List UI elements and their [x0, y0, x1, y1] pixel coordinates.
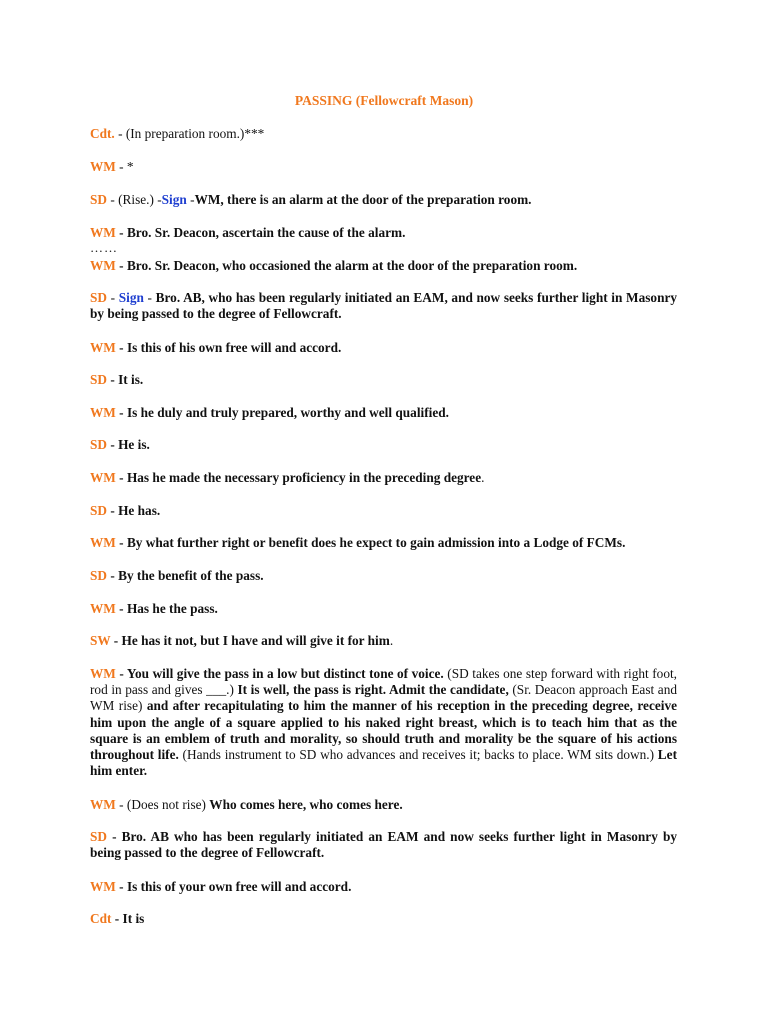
stage-direction: - (Rise.) - — [107, 192, 162, 207]
stage-direction: - * — [115, 159, 134, 174]
speaker-label: WM — [90, 159, 116, 174]
speaker-label: SD — [90, 503, 107, 518]
dash: - — [115, 601, 127, 616]
speaker-label: WM — [90, 601, 116, 616]
dialogue-text: By the benefit of the pass. — [118, 568, 264, 583]
speaker-label: WM — [90, 797, 116, 812]
period: . — [481, 470, 485, 485]
speaker-label: WM — [90, 470, 116, 485]
dash: - — [115, 225, 127, 240]
line-sw-give-for-him — [90, 633, 677, 649]
speaker-label: WM — [90, 666, 116, 681]
speaker-label: Cdt. — [90, 126, 115, 141]
dash: - — [115, 258, 127, 273]
stage-direction: - (In preparation room.)*** — [114, 126, 265, 141]
dash: - — [186, 192, 195, 207]
dash: - — [115, 405, 127, 420]
dialogue-text: Bro. AB, who has been regularly initiated an EAM, and now seeks further light in Masonry by being passed to the degree of Fellowcraft. — [90, 290, 678, 322]
speaker-label: WM — [90, 405, 116, 420]
line-sd-introduction — [90, 290, 677, 322]
dash: - — [115, 340, 127, 355]
speaker-label: SD — [90, 192, 107, 207]
stage-direction: (Sr. Deacon approach East and WM rise) — [90, 682, 677, 714]
dash: - — [143, 290, 156, 305]
dialogue-text: Is this of his own free will and accord. — [126, 340, 342, 355]
stage-direction: (SD takes one step forward with right foot, rod in pass and gives ___.) — [90, 666, 677, 698]
dialogue-text: You will give the pass in a low but distinct tone of voice. — [126, 666, 444, 681]
line-sd-he-is — [90, 437, 677, 453]
speaker-label: Cdt — [90, 911, 112, 926]
dialogue-text: Has he the pass. — [126, 601, 218, 616]
dialogue-text: WM, there is an alarm at the door of the preparation room. — [194, 192, 532, 207]
line-sd-he-has — [90, 503, 677, 519]
dash: - — [111, 911, 123, 926]
dialogue-text: It is. — [118, 372, 144, 387]
dialogue-text: Bro. AB who has been regularly initiated an EAM and now seeks further light in Masonry by being passed to the degree of Fellowcraft. — [90, 829, 677, 861]
dialogue-text: Bro. Sr. Deacon, ascertain the cause of the alarm. — [126, 225, 406, 240]
speaker-label: WM — [90, 225, 116, 240]
line-sd-alarm — [90, 192, 677, 208]
line-wm-who-occasioned — [90, 258, 677, 274]
line-wm-give-pass — [90, 666, 677, 779]
speaker-label: WM — [90, 258, 116, 273]
dash: - — [107, 437, 119, 452]
dialogue-text: It is — [122, 911, 145, 926]
line-sd-it-is — [90, 372, 677, 388]
document-title: PASSING (Fellowcraft Mason) — [294, 93, 474, 108]
dialogue-text: Has he made the necessary proficiency in the preceding degree — [126, 470, 482, 485]
speaker-label: SD — [90, 829, 107, 844]
line-wm-free-will — [90, 340, 677, 356]
dialogue-text: He has. — [118, 503, 161, 518]
dialogue-text: Let him enter. — [90, 747, 677, 779]
stage-direction: (Hands instrument to SD who advances and receives it; backs to place. WM sits down.) — [178, 747, 655, 763]
sign-label: Sign — [161, 192, 187, 207]
line-wm-further-right — [90, 535, 677, 551]
ellipsis-divider: …… — [90, 240, 118, 255]
line-wm-ascertain — [90, 225, 677, 241]
dialogue-text: and after recapitulating to him the manner of his reception in the preceding degree, receive him upon the angle of a square applied to his naked right breast, which is to teach him that as the square is an emblem of truth and morality, so should truth and morality be the square of his actions throughout life. — [90, 698, 677, 763]
dash: - — [107, 568, 119, 583]
dialogue-text: Is he duly and truly prepared, worthy and well qualified. — [126, 405, 449, 420]
dialogue-text: He has it not, but I have and will give it for him — [121, 633, 390, 648]
dash: - — [115, 535, 127, 550]
dash: - — [115, 470, 127, 485]
dialogue-text: By what further right or benefit does he expect to gain admission into a Lodge of FCMs. — [126, 535, 626, 550]
sign-label: Sign — [118, 290, 144, 305]
speaker-label: SD — [90, 568, 107, 583]
speaker-label: SD — [90, 437, 107, 452]
period: . — [389, 633, 394, 648]
line-candidate-preparation — [90, 126, 677, 142]
speaker-label: SW — [90, 633, 111, 648]
line-sd-benefit-of-pass — [90, 568, 677, 584]
dash: - — [107, 372, 119, 387]
dash: - — [115, 879, 127, 894]
dialogue-text: Who comes here, who comes here. — [209, 797, 403, 812]
dash: - — [110, 633, 122, 648]
dialogue-text: He is. — [118, 437, 150, 452]
dash: - — [107, 290, 119, 305]
dialogue-text: It is well, the pass is right. Admit the candidate, — [233, 682, 509, 698]
line-wm-knock — [90, 159, 677, 175]
dash: - — [107, 503, 119, 518]
dialogue-text: Bro. Sr. Deacon, who occasioned the alarm at the door of the preparation room. — [126, 258, 578, 273]
line-cdt-it-is — [90, 911, 677, 927]
stage-direction: - (Does not rise) — [115, 797, 210, 812]
speaker-label: SD — [90, 372, 107, 387]
line-wm-proficiency — [90, 470, 677, 486]
speaker-label: SD — [90, 290, 107, 305]
dash: - — [115, 666, 127, 681]
line-wm-has-he-pass — [90, 601, 677, 617]
dash: - — [107, 829, 122, 844]
speaker-label: WM — [90, 340, 116, 355]
speaker-label: WM — [90, 879, 116, 894]
speaker-label: WM — [90, 535, 116, 550]
line-wm-who-comes-here — [90, 797, 677, 813]
line-sd-answer — [90, 829, 677, 861]
dialogue-text: Is this of your own free will and accord. — [126, 879, 352, 894]
line-wm-your-free-will — [90, 879, 677, 895]
line-wm-duly-prepared — [90, 405, 677, 421]
